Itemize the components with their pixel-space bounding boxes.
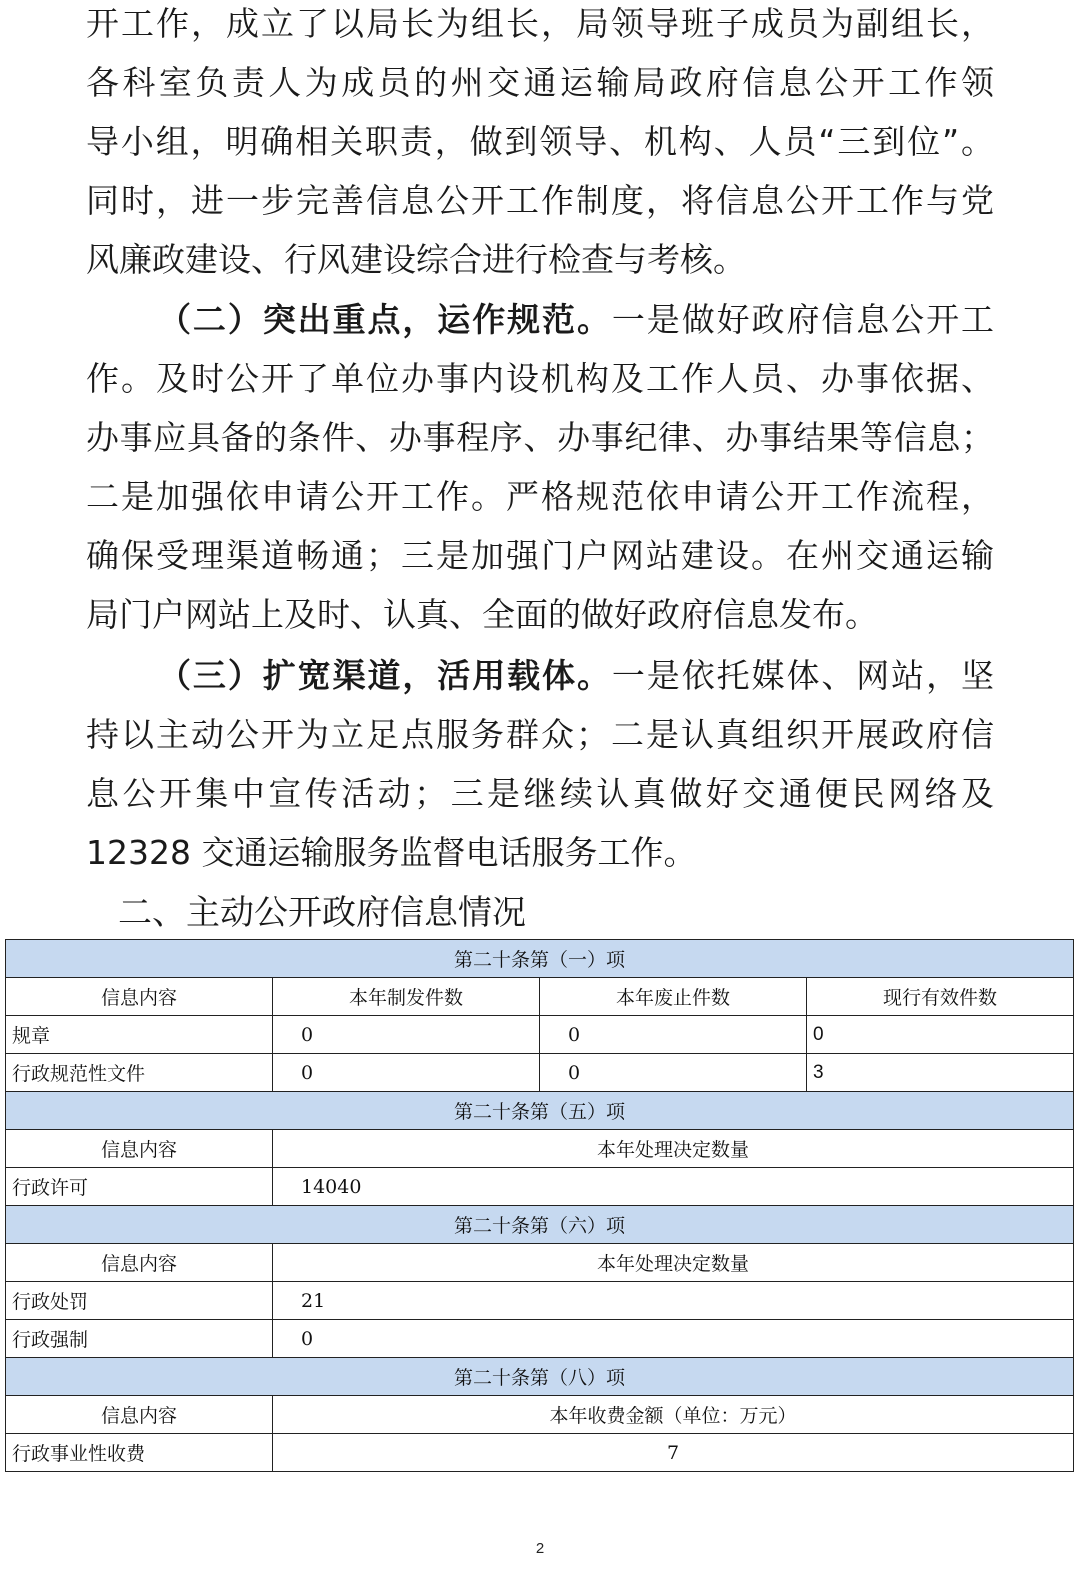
table-header-row xyxy=(6,1130,1074,1168)
row-label: 行政处罚 xyxy=(6,1282,273,1320)
cell-value: 0 xyxy=(273,1320,1074,1358)
table-row xyxy=(6,1054,1074,1092)
table-row xyxy=(6,1434,1074,1472)
text-line: 息公开集中宣传活动；三是继续认真做好交通便民网络及 xyxy=(86,774,994,813)
section-heading: 二、主动公开政府信息情况 xyxy=(118,893,526,933)
text-line: 办事应具备的条件、办事程序、办事纪律、办事结果等信息； xyxy=(86,418,994,457)
text-line xyxy=(86,646,994,705)
text-line: 确保受理渠道畅通；三是加强门户网站建设。在州交通运输 xyxy=(86,536,994,575)
section-title: 第二十条第（五）项 xyxy=(6,1092,1074,1130)
column-header: 本年收费金额（单位：万元） xyxy=(273,1396,1074,1434)
column-header: 信息内容 xyxy=(6,1130,273,1168)
text-line: 同时，进一步完善信息公开工作制度，将信息公开工作与党 xyxy=(86,181,994,220)
table-row xyxy=(6,1016,1074,1054)
text-line: 风廉政建设、行风建设综合进行检查与考核。 xyxy=(86,240,746,279)
cell-value: 0 xyxy=(540,1016,807,1054)
text-line: 持以主动公开为立足点服务群众；二是认真组织开展政府信 xyxy=(86,715,994,754)
table-header-row xyxy=(6,1244,1074,1282)
row-label: 规章 xyxy=(6,1016,273,1054)
table-row xyxy=(6,1282,1074,1320)
paragraph-channels xyxy=(86,646,994,882)
table-section-header xyxy=(6,940,1074,978)
column-header: 本年处理决定数量 xyxy=(273,1244,1074,1282)
text-line: 各科室负责人为成员的州交通运输局政府信息公开工作领 xyxy=(86,63,994,102)
text-line: 导小组，明确相关职责，做到领导、机构、人员“三到位”。 xyxy=(86,122,994,161)
text-run: 一是依托媒体、网站，坚 xyxy=(611,656,995,695)
section-title: 第二十条第（六）项 xyxy=(6,1206,1074,1244)
column-header: 信息内容 xyxy=(6,1244,273,1282)
text-run: 一是做好政府信息公开工 xyxy=(611,300,995,339)
paragraph-leadership xyxy=(86,0,994,289)
subheading-channels: （三）扩宽渠道，活用载体。 xyxy=(158,656,612,695)
column-header: 信息内容 xyxy=(6,1396,273,1434)
row-label: 行政许可 xyxy=(6,1168,273,1206)
cell-value: 0 xyxy=(540,1054,807,1092)
row-label: 行政规范性文件 xyxy=(6,1054,273,1092)
table-row xyxy=(6,1168,1074,1206)
column-header: 本年处理决定数量 xyxy=(273,1130,1074,1168)
text-line: 12328 交通运输服务监督电话服务工作。 xyxy=(86,833,697,872)
table-row xyxy=(6,1320,1074,1358)
text-line: 开工作，成立了以局长为组长，局领导班子成员为副组长， xyxy=(86,4,994,43)
text-line: 二是加强依申请公开工作。严格规范依申请公开工作流程， xyxy=(86,477,994,516)
text-line xyxy=(86,290,994,349)
cell-value: 0 xyxy=(807,1016,1074,1054)
column-header: 本年废止件数 xyxy=(540,978,807,1016)
cell-value: 14040 xyxy=(273,1168,1074,1206)
disclosure-table xyxy=(5,939,1074,1472)
page-number: 2 xyxy=(535,1540,545,1557)
table-section-header xyxy=(6,1206,1074,1244)
cell-value: 7 xyxy=(273,1434,1074,1472)
table-header-row xyxy=(6,978,1074,1016)
section-title: 第二十条第（八）项 xyxy=(6,1358,1074,1396)
cell-value: 0 xyxy=(273,1016,540,1054)
table-section-header xyxy=(6,1358,1074,1396)
text-line: 作。及时公开了单位办事内设机构及工作人员、办事依据、 xyxy=(86,359,994,398)
cell-value: 0 xyxy=(273,1054,540,1092)
cell-value: 3 xyxy=(807,1054,1074,1092)
row-label: 行政强制 xyxy=(6,1320,273,1358)
column-header: 本年制发件数 xyxy=(273,978,540,1016)
table-section-header xyxy=(6,1092,1074,1130)
cell-value: 21 xyxy=(273,1282,1074,1320)
column-header: 现行有效件数 xyxy=(807,978,1074,1016)
row-label: 行政事业性收费 xyxy=(6,1434,273,1472)
table-header-row xyxy=(6,1396,1074,1434)
subheading-focus: （二）突出重点，运作规范。 xyxy=(158,300,612,339)
text-line: 局门户网站上及时、认真、全面的做好政府信息发布。 xyxy=(86,595,878,634)
column-header: 信息内容 xyxy=(6,978,273,1016)
paragraph-focus xyxy=(86,290,994,644)
section-title: 第二十条第（一）项 xyxy=(6,940,1074,978)
